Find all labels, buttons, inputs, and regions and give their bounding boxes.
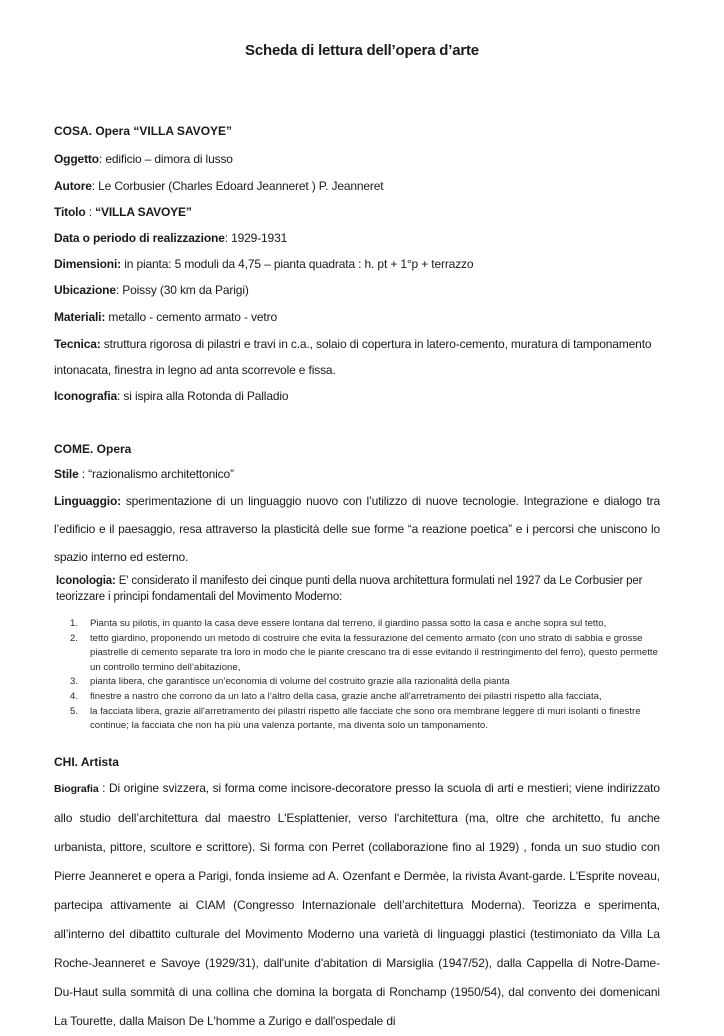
field-value: struttura rigorosa di pilastri e travi in c.a., solaio di copertura in latero-cemento, muratura di tamponamento xyxy=(103,337,652,351)
field-label: Oggetto xyxy=(54,152,99,166)
list-item: 4. finestre a nastro che corrono da un lato a l’altro della casa, grazie anche all'arretramento dei pilastri rispetto alla facciata, xyxy=(70,690,602,702)
field-value: edificio – dimora di lusso xyxy=(105,152,233,166)
field-value: “razionalismo architettonico” xyxy=(88,467,234,481)
field-dimensioni xyxy=(54,257,664,271)
field-oggetto: Oggetto: edificio – dimora di lusso xyxy=(54,152,233,166)
section-heading-cosa: COSA. Opera “VILLA SAVOYE” xyxy=(54,124,233,138)
field-label: Biografia xyxy=(54,783,99,795)
field-value: sperimentazione di un linguaggio nuovo con l’utilizzo di nuove tecnologie. Integrazione e dialogo tra l’edificio e il paesaggio, resa attraverso la plasticità delle sue forme “a reazione poetica” e i percorsi che uniscono lo spazio interno ed esterno. xyxy=(54,494,661,564)
field-iconologia xyxy=(56,573,666,605)
field-value: “VILLA SAVOYE” xyxy=(95,205,192,219)
section-heading-chi: CHI. Artista xyxy=(54,755,119,769)
field-linguaggio xyxy=(54,487,660,571)
field-value: Le Corbusier (Charles Edoard Jeanneret ) P. Jeanneret xyxy=(98,179,384,193)
field-materiali xyxy=(54,310,664,324)
field-tecnica-cont: intonacata, finestra in legno ad anta scorrevole e fissa. xyxy=(54,363,336,377)
field-label: Materiali: xyxy=(54,310,106,324)
section-heading-come: COME. Opera xyxy=(54,442,132,456)
field-biografia: Biografia : Di origine svizzera, si forma come incisore-decoratore presso la scuola di arti e mestieri; viene indirizzato allo studio dell’architettura dal maestro L'Esplattenier, verso l'architettura (ma, oltre che architetto, fu anche urbanista, pittore, scultore e scrittore). Si forma con Perret (collaborazione fino al 1929) , fonda un suo studio con Pierre Jeanneret e opera a Parigi, fonda insieme ad A. Ozenfant e Dermèe, la rivista Avant-garde. L'Esprite noveau, partecipa attivamente ai CIAM (Congresso Internazionale dell’architettura Moderna). Teorizza e sperimenta, all’interno del dibattito culturale del Movimento Moderno una varietà di linguaggi plastici (testimoniato da Villa La Roche-Jeanneret e Savoye (1929/31), dall'unite d'abitation di Marsiglia (1947/52), dalla Cappella di Notre-Dame-Du-Haut sulla sommità di una collina che domina la borgata di Ronchamp (1950/54), dal convento dei domenicani La Tourette, dalla Maison De L'homme a Zurigo e dall'ospedale di xyxy=(54,781,660,1028)
field-value: in pianta: 5 moduli da 4,75 – pianta quadrata : h. pt + 1°p + terrazzo xyxy=(124,257,474,271)
list-item: 2. tetto giardino, proponendo un metodo di costruire che evita la fessurazione del cemento armato (con uno strato di sabbia e grosse piastrelle di cemento separate tra loro in modo che le piante crescano tra di esse evitando il restringimento del ferro), questo permette un controllo termino dell’abitazione, xyxy=(70,632,658,673)
field-label: Ubicazione xyxy=(54,283,116,297)
list-item: 1. Pianta su pilotis, in quanto la casa deve essere lontana dal terreno, il giardino passa sotto la casa e anche sopra sul tetto, xyxy=(70,618,607,629)
field-value: Poissy (30 km da Parigi) xyxy=(122,283,249,297)
field-label: Stile xyxy=(54,467,79,481)
field-titolo: Titolo : “VILLA SAVOYE” xyxy=(54,205,192,219)
field-label: Autore xyxy=(54,179,92,193)
field-autore: Autore: Le Corbusier (Charles Edoard Jeanneret ) P. Jeanneret xyxy=(54,179,384,193)
field-label: Titolo xyxy=(54,205,86,219)
list-item: 3. pianta libera, che garantisce un’economia di volume del costruito grazie alla razionalità della pianta xyxy=(70,676,510,688)
field-value: metallo - cemento armato - vetro xyxy=(108,310,277,324)
field-value: 1929-1931 xyxy=(231,231,288,245)
field-value: E' considerato il manifesto dei cinque punti della nuova architettura formulati nel 1927 da Le Corbusier per teorizzare i principi fondamentali del Movimento Moderno: xyxy=(56,575,643,603)
field-stile: Stile : “razionalismo architettonico” xyxy=(54,467,234,481)
field-data: Data o periodo di realizzazione: 1929-1931 xyxy=(54,231,288,245)
field-label: Dimensioni: xyxy=(54,257,122,271)
field-label: Tecnica: xyxy=(54,337,101,351)
list-item: 5. la facciata libera, grazie all'arretramento dei pilastri rispetto alle facciate che sono ora membrane leggere di muri isolanti o finestre continue; la facciata che non ha più una valenza portante, ma diventa solo un tamponamento. xyxy=(70,705,641,732)
document-title: Scheda di lettura dell’opera d’arte xyxy=(245,42,479,59)
field-value: Di origine svizzera, si forma come incisore-decoratore presso la scuola di arti e mestieri; viene indirizzato allo studio dell’architettura dal maestro L'Esplattenier, verso l'architettura (ma, oltre che architetto, fu anche urbanista, pittore, scultore e scrittore). Si forma con Perret (collaborazione fino al 1929) , fonda un suo studio con Pierre Jeanneret e opera a Parigi, fonda insieme ad A. Ozenfant e Dermèe, la rivista Avant-garde. L'Esprite noveau, partecipa attivamente ai CIAM (Congresso Internazionale dell’architettura Moderna). Teorizza e sperimenta, all’interno del dibattito culturale del Movimento Moderno una varietà di linguaggi plastici (testimoniato da Villa La Roche-Jeanneret e Savoye (1929/31), dall'unite d'abitation di Marsiglia (1947/52), dalla Cappella di Notre-Dame-Du-Haut sulla sommità di una collina che domina la borgata di Ronchamp (1950/54), dal convento dei domenicani La Tourette, dalla Maison De L'homme a Zurigo e dall'ospedale di xyxy=(54,781,660,1028)
field-tecnica xyxy=(54,337,664,351)
field-value: si ispira alla Rotonda di Palladio xyxy=(123,389,289,403)
field-iconografia: Iconografia: si ispira alla Rotonda di Palladio xyxy=(54,389,289,403)
field-label: Data o periodo di realizzazione xyxy=(54,231,225,245)
field-label: Iconologia: xyxy=(56,575,116,587)
field-label: Iconografia xyxy=(54,389,118,403)
five-points-list xyxy=(70,617,662,734)
field-label: Linguaggio: xyxy=(54,494,121,508)
field-ubicazione: Ubicazione: Poissy (30 km da Parigi) xyxy=(54,283,249,297)
